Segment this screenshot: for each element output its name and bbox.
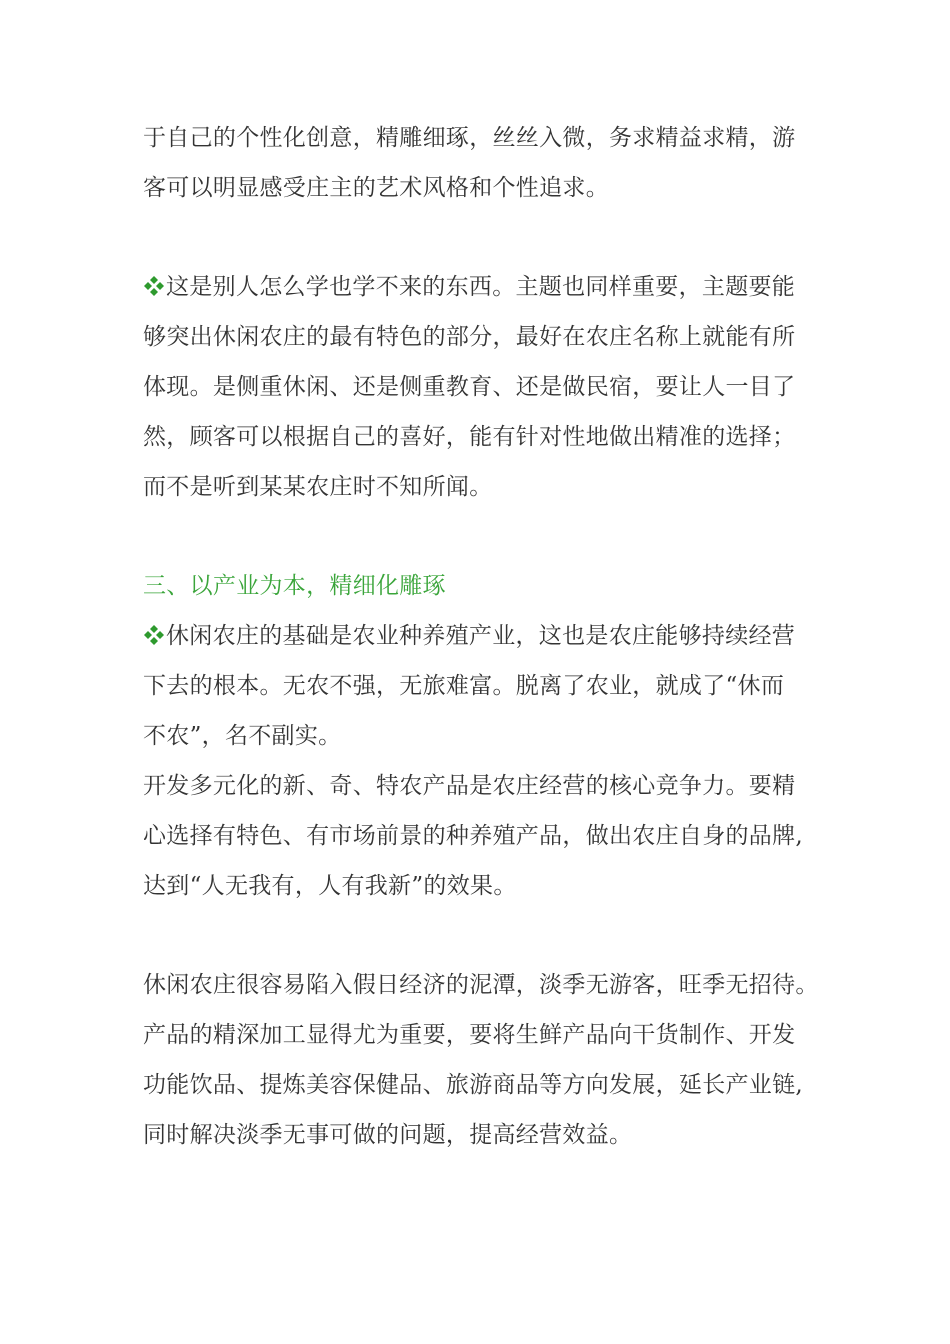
paragraph-line-with-bullet (143, 621, 795, 651)
paragraph-line: 不农”，名不副实。 (143, 723, 342, 749)
paragraph-line: 心选择有特色、有市场前景的种养殖产品，做出农庄自身的品牌, (143, 823, 804, 849)
paragraph-line: 达到“人无我有，人有我新”的效果。 (143, 873, 517, 899)
paragraph-line: 下去的根本。无农不强，无旅难富。脱离了农业，就成了“休而 (143, 673, 785, 699)
paragraph-line: 开发多元化的新、奇、特农产品是农庄经营的核心竞争力。要精 (143, 773, 796, 799)
four-diamond-bullet-icon (143, 624, 165, 646)
paragraph-text: 休闲农庄的基础是农业种养殖产业，这也是农庄能够持续经营 (166, 623, 796, 649)
paragraph-line: 休闲农庄很容易陷入假日经济的泥潭，淡季无游客，旺季无招待。 (143, 972, 819, 998)
section-heading: 三、以产业为本，精细化雕琢 (143, 573, 446, 599)
paragraph-line: 然，顾客可以根据自己的喜好，能有针对性地做出精准的选择； (143, 424, 796, 450)
paragraph-line: 够突出休闲农庄的最有特色的部分，最好在农庄名称上就能有所 (143, 324, 796, 350)
paragraph-line-with-bullet (143, 272, 795, 302)
paragraph-text: 这是别人怎么学也学不来的东西。主题也同样重要，主题要能 (166, 274, 796, 300)
four-diamond-bullet-icon (143, 275, 165, 297)
paragraph-line: 而不是听到某某农庄时不知所闻。 (143, 474, 493, 500)
paragraph-line: 同时解决淡季无事可做的问题，提高经营效益。 (143, 1122, 633, 1148)
paragraph-line: 于自己的个性化创意，精雕细琢，丝丝入微，务求精益求精，游 (143, 125, 796, 151)
paragraph-line: 产品的精深加工显得尤为重要，要将生鲜产品向干货制作、开发 (143, 1022, 796, 1048)
paragraph-line: 功能饮品、提炼美容保健品、旅游商品等方向发展，延长产业链, (143, 1072, 804, 1098)
paragraph-line: 客可以明显感受庄主的艺术风格和个性追求。 (143, 175, 609, 201)
paragraph-line: 体现。是侧重休闲、还是侧重教育、还是做民宿，要让人一目了 (143, 374, 796, 400)
